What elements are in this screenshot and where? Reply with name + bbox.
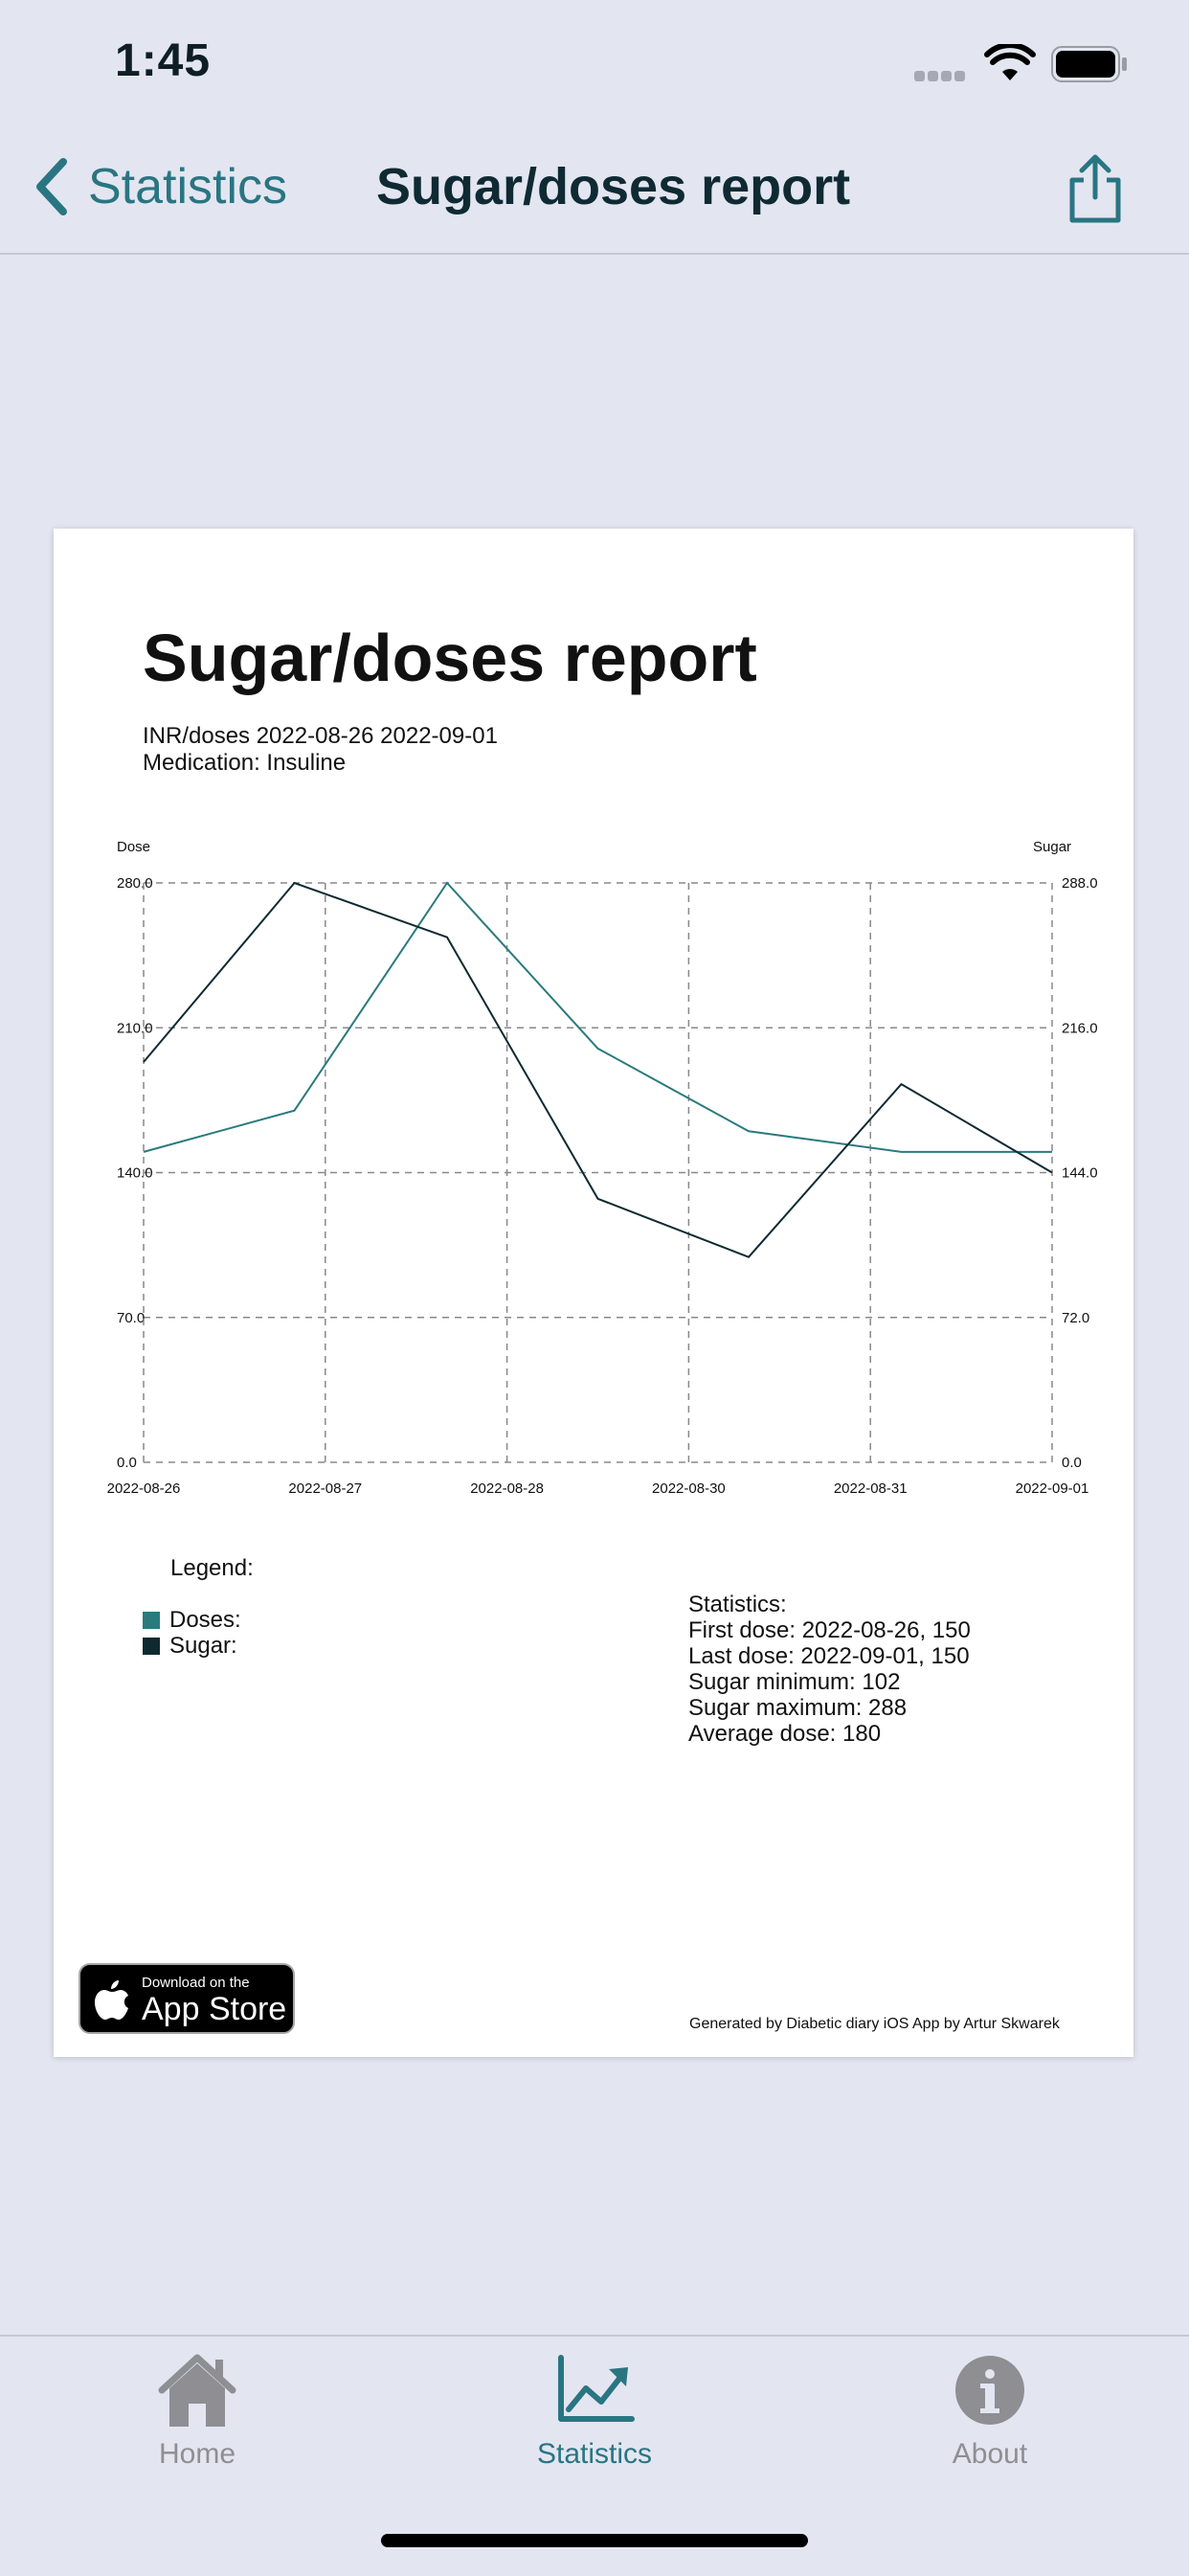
share-icon[interactable] <box>1065 153 1126 224</box>
stats-sugar-maximum: Sugar maximum: 288 <box>688 1695 908 1721</box>
stats-heading: Statistics: <box>688 1592 787 1617</box>
legend-item-doses <box>143 1607 241 1634</box>
report-medication: Medication: Insuline <box>143 750 347 776</box>
tab-about[interactable] <box>865 2352 1114 2496</box>
y-right-tick-label: 288.0 <box>1062 875 1098 892</box>
app-store-badge[interactable] <box>79 1963 295 2034</box>
x-tick-label: 2022-08-27 <box>288 1480 363 1497</box>
report-document <box>54 529 1133 2057</box>
x-tick-label: 2022-08-31 <box>833 1480 908 1497</box>
report-title: Sugar/doses report <box>143 621 757 695</box>
y-right-axis-label: Sugar <box>1033 839 1072 855</box>
statistics-block <box>688 1592 971 1747</box>
legend-label-doses: Doses: <box>169 1607 241 1633</box>
y-left-axis-label: Dose <box>117 839 151 855</box>
y-left-tick-label: 0.0 <box>117 1455 137 1471</box>
tab-statistics[interactable] <box>470 2352 719 2496</box>
legend-item-sugar <box>143 1633 237 1660</box>
y-left-tick-label: 140.0 <box>117 1164 153 1182</box>
report-date-range: INR/doses 2022-08-26 2022-09-01 <box>143 723 498 749</box>
back-button-label: Statistics <box>88 159 288 215</box>
house-icon <box>154 2352 240 2429</box>
series-line-doses <box>144 883 1052 1152</box>
status-bar <box>0 0 1189 124</box>
tab-home-label: Home <box>158 2438 236 2470</box>
badge-download-text: Download on the <box>142 1975 250 1991</box>
apple-logo-icon <box>94 1978 130 2021</box>
stats-last-dose: Last dose: 2022-09-01, 150 <box>688 1643 970 1669</box>
legend-label-sugar: Sugar: <box>169 1633 237 1659</box>
tab-home[interactable] <box>73 2352 322 2496</box>
legend-swatch-sugar <box>143 1638 160 1655</box>
cellular-signal-icon <box>914 69 970 80</box>
x-tick-label: 2022-08-28 <box>470 1480 544 1497</box>
tab-about-label: About <box>952 2438 1028 2470</box>
report-footer: Generated by Diabetic diary iOS App by Artur Skwarek <box>689 2016 1060 2032</box>
legend-swatch-doses <box>143 1612 160 1629</box>
home-indicator <box>381 2534 808 2547</box>
series-line-sugar <box>144 883 1052 1257</box>
battery-icon <box>1051 46 1128 82</box>
chart-line-icon <box>551 2352 638 2429</box>
status-time: 1:45 <box>115 35 212 86</box>
x-tick-label: 2022-08-26 <box>106 1480 181 1497</box>
wifi-icon <box>984 44 1036 82</box>
y-right-tick-label: 0.0 <box>1062 1455 1082 1471</box>
tab-statistics-label: Statistics <box>536 2438 653 2470</box>
stats-average-dose: Average dose: 180 <box>688 1721 882 1747</box>
y-left-tick-label: 280.0 <box>117 875 153 892</box>
y-right-tick-label: 144.0 <box>1062 1164 1098 1182</box>
y-left-tick-label: 210.0 <box>117 1020 153 1037</box>
x-tick-label: 2022-09-01 <box>1015 1480 1089 1497</box>
info-circle-icon <box>947 2352 1033 2429</box>
badge-store-text: App Store <box>142 1991 287 2027</box>
chevron-left-icon <box>33 156 71 217</box>
back-button[interactable] <box>33 153 287 220</box>
navigation-bar <box>0 124 1189 255</box>
sugar-doses-chart <box>54 529 1133 1525</box>
y-left-tick-label: 70.0 <box>117 1309 146 1326</box>
page-title: Sugar/doses report <box>376 158 851 215</box>
stats-first-dose: First dose: 2022-08-26, 150 <box>688 1617 971 1643</box>
stats-sugar-minimum: Sugar minimum: 102 <box>688 1669 901 1695</box>
x-tick-label: 2022-08-30 <box>652 1480 726 1497</box>
y-right-tick-label: 72.0 <box>1062 1309 1090 1326</box>
legend-title: Legend: <box>170 1555 254 1581</box>
y-right-tick-label: 216.0 <box>1062 1020 1098 1037</box>
